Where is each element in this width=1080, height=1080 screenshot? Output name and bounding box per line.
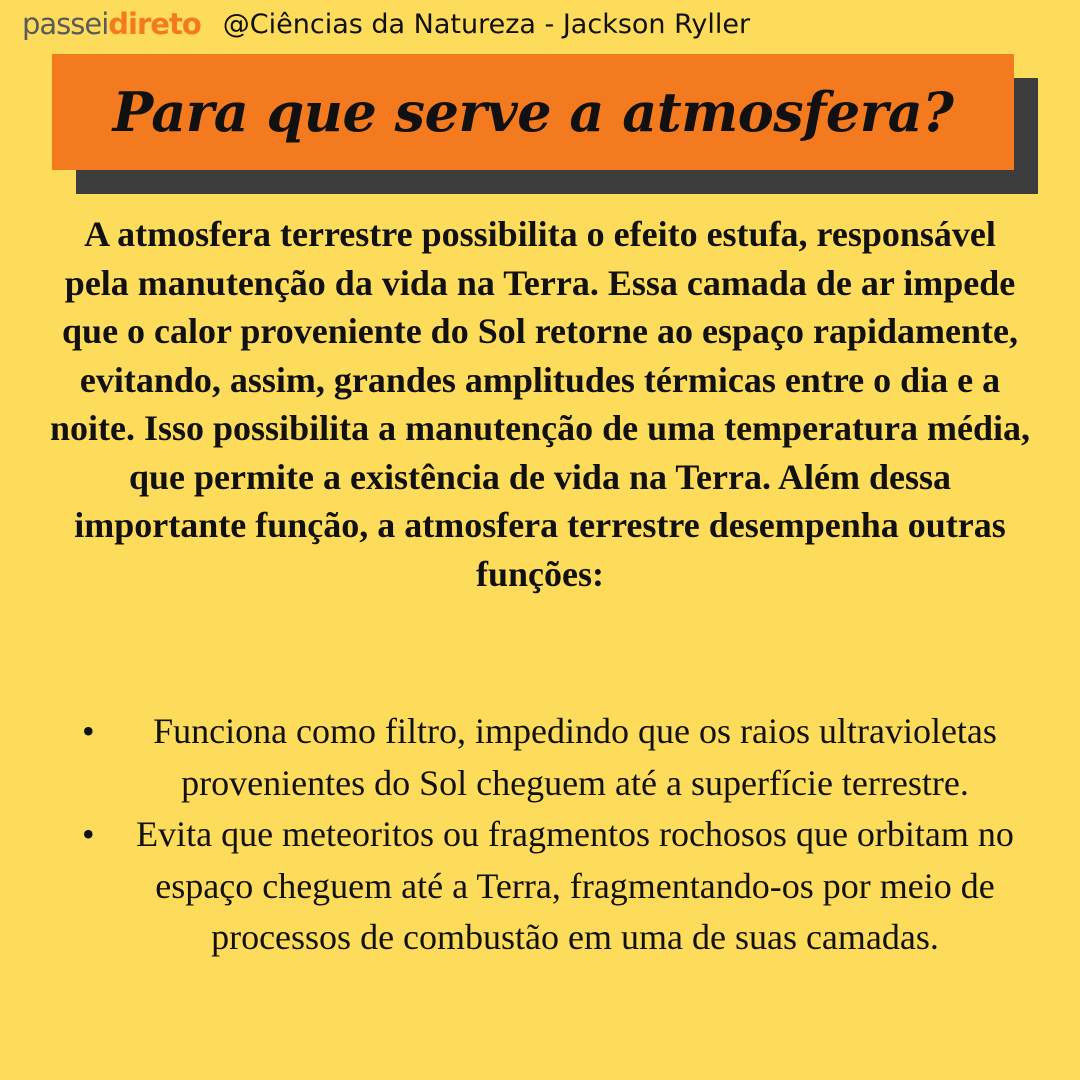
bullet-icon: • [82,711,95,751]
title-banner [52,54,1014,170]
author-handle: @Ciências da Natureza - Jackson Ryller [222,8,751,40]
list-item-text: Evita que meteoritos ou fragmentos rochosos que orbitam no espaço cheguem até a Terra, fragmentando-os por meio de processos de combustão em uma de suas camadas. [136,814,1014,957]
list-item [78,809,1028,964]
brand-logo-part2: direto [108,6,201,41]
brand-logo[interactable] [22,6,201,41]
bullet-icon: • [82,814,95,854]
header [22,4,750,44]
intro-paragraph: A atmosfera terrestre possibilita o efeito estufa, responsável pela manutenção da vida na Terra. Essa camada de ar impede que o calor proveniente do Sol retorne ao espaço rapidamente, evitando, assim, grandes amplitudes térmicas entre o dia e a noite. Isso possibilita a manutenção de uma temperatura média, que permite a existência de vida na Terra. Além dessa importante função, a atmosfera terrestre desempenha outras funções: [50,214,1030,594]
functions-list [78,706,1028,964]
brand-logo-part1: passei [22,6,109,41]
list-item [78,706,1028,809]
list-item-text: Funciona como filtro, impedindo que os raios ultravioletas provenientes do Sol cheguem até a superfície terrestre. [153,711,997,803]
page-title: Para que serve a atmosfera? [112,80,954,144]
